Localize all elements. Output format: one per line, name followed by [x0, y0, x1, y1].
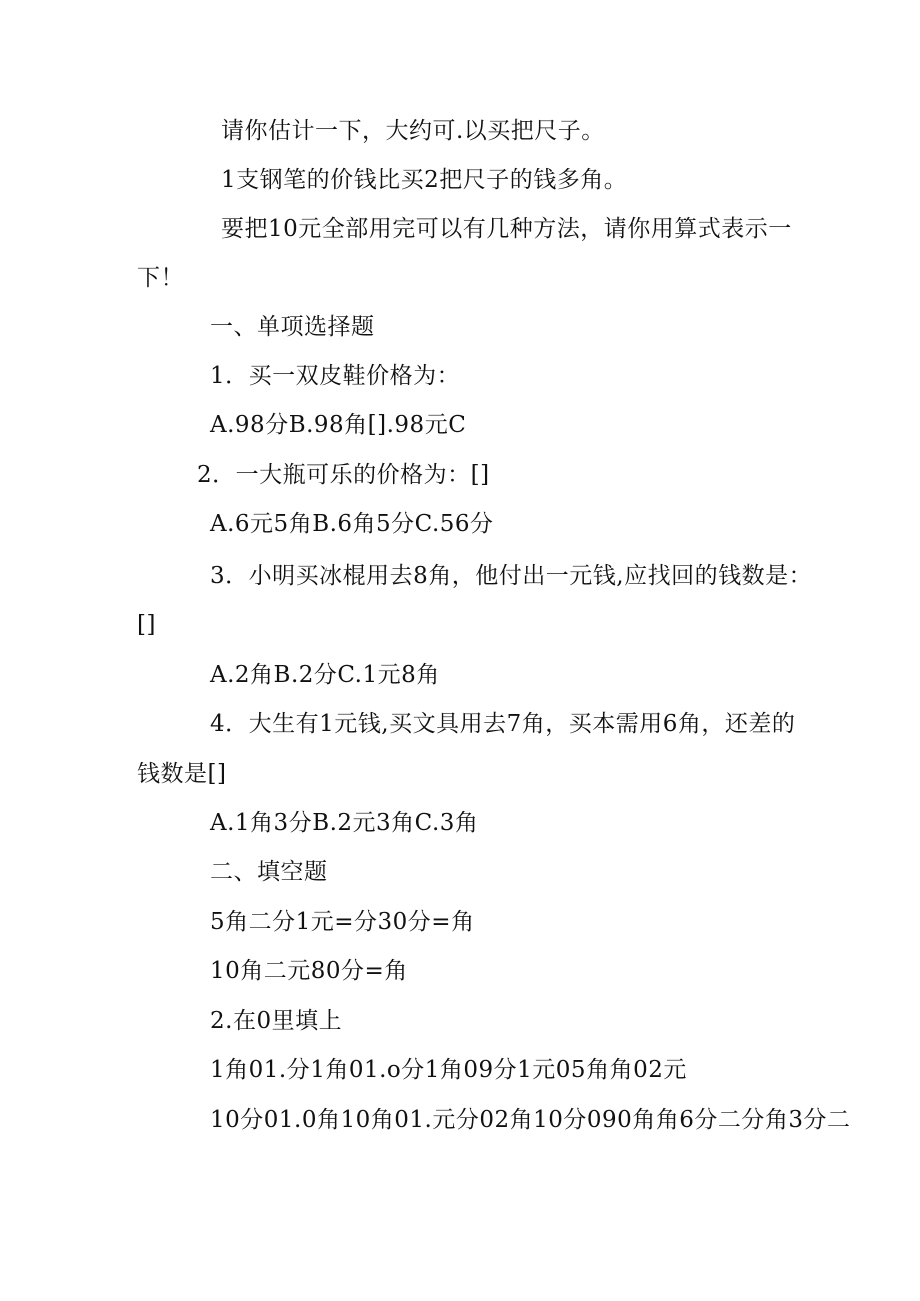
question-4-options: A.1角3分B.2元3角C.3角 [210, 810, 479, 836]
question-3-cont: [] [137, 612, 156, 638]
fill-blank-subheading: 2.在0里填上 [210, 1008, 343, 1034]
question-2: 2．一大瓶可乐的价格为：[] [197, 462, 490, 488]
fill-blank-line-3: 1角01.分1角01.o分1角09分1元05角角02元 [210, 1057, 687, 1083]
question-1-options: A.98分B.98角[].98元C [210, 412, 467, 438]
fill-blank-line-4: 10分01.0角10角01.元分02角10分090角角6分二分角3分二 [210, 1107, 851, 1133]
question-3: 3．小明买冰棍用去8角，他付出一元钱,应找回的钱数是： [210, 563, 813, 589]
text-line-estimate-rulers: 请你估计一下，大约可.以买把尺子。 [221, 118, 605, 144]
text-line-ten-yuan-methods: 要把10元全部用完可以有几种方法，请你用算式表示一 [221, 216, 792, 242]
question-4: 4．大生有1元钱,买文具用去7角，买本需用6角，还差的 [210, 711, 796, 737]
text-line-pen-price: 1支钢笔的价钱比买2把尺子的钱多角。 [221, 167, 628, 193]
question-2-options: A.6元5角B.6角5分C.56分 [210, 511, 494, 537]
section-heading-fill-blank: 二、填空题 [210, 859, 328, 885]
fill-blank-line-2: 10角二元80分=角 [210, 958, 408, 984]
question-3-options: A.2角B.2分C.1元8角 [210, 662, 440, 688]
fill-blank-line-1: 5角二分1元=分30分=角 [210, 909, 475, 935]
question-1: 1．买一双皮鞋价格为： [210, 363, 461, 389]
section-heading-single-choice: 一、单项选择题 [210, 314, 375, 340]
text-line-ten-yuan-methods-cont: 下！ [137, 265, 184, 291]
question-4-cont: 钱数是[] [137, 761, 227, 787]
